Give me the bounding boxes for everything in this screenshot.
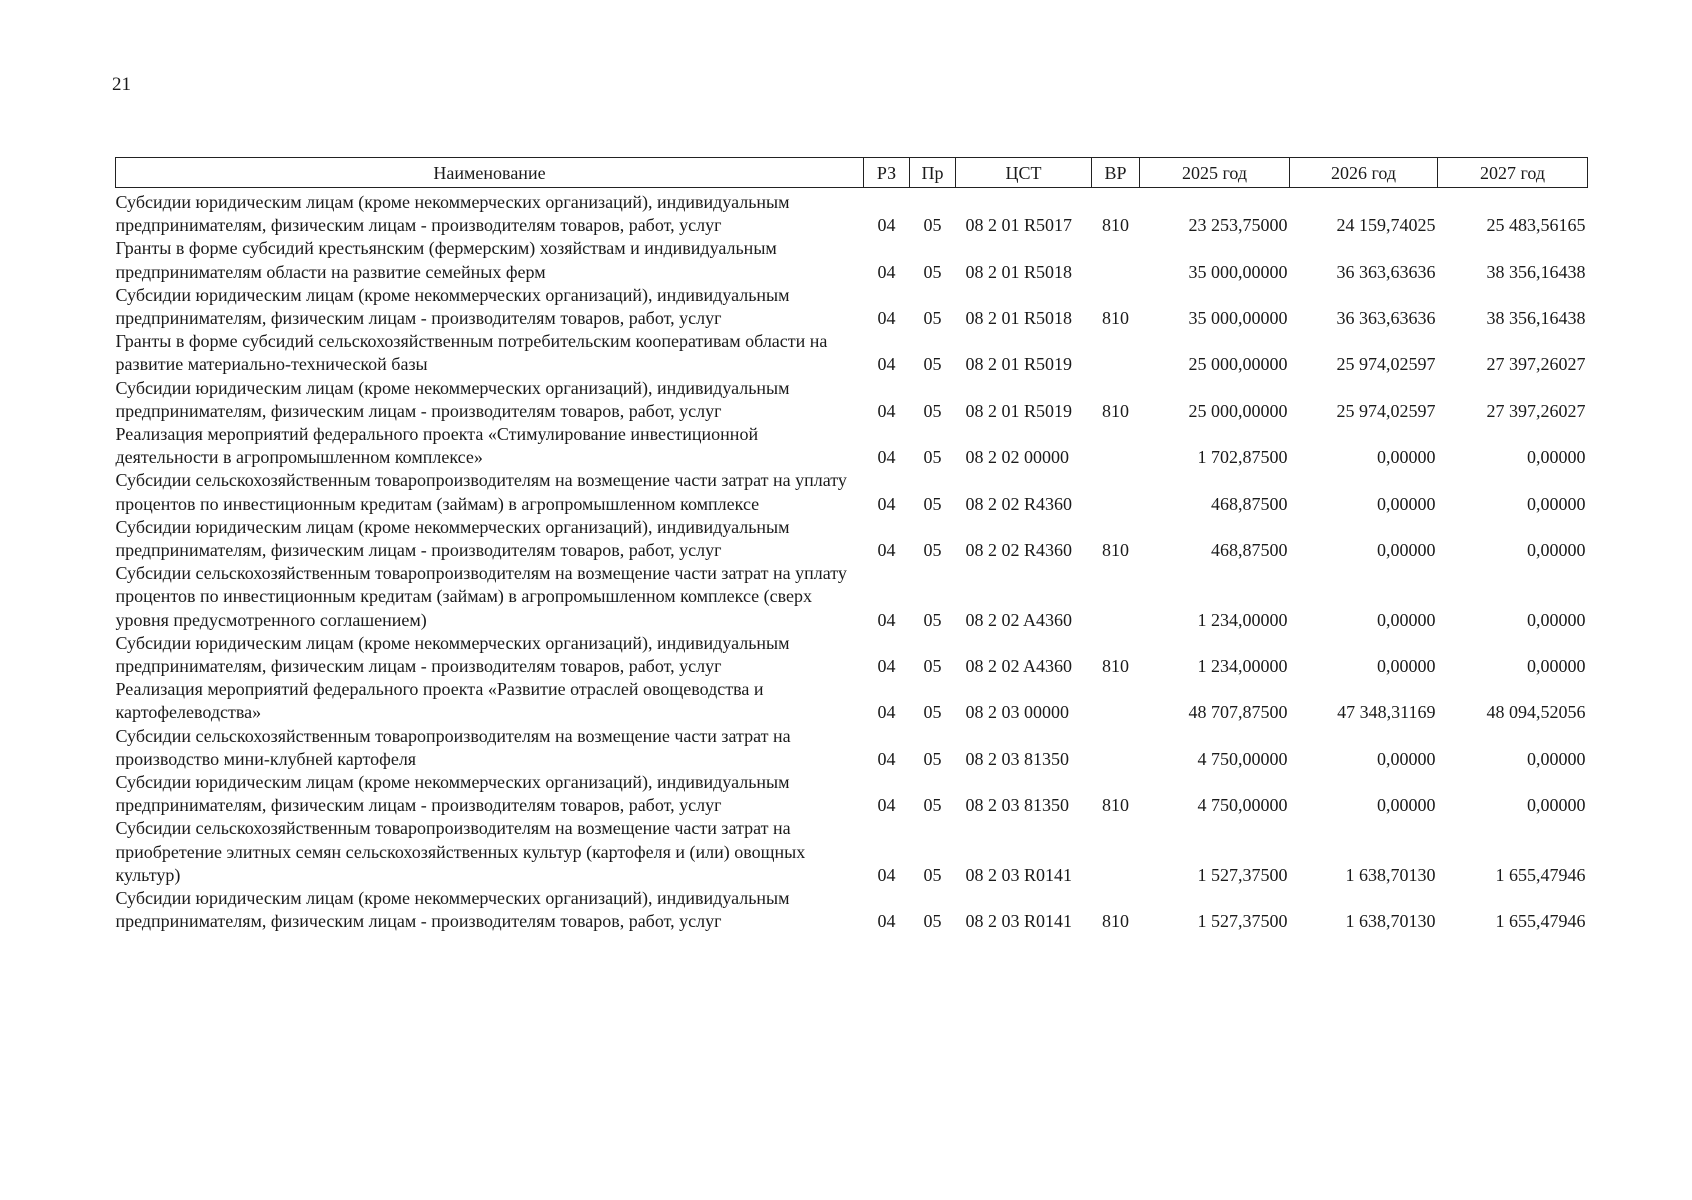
row-rz: 04 <box>877 609 896 630</box>
row-cst: 08 2 03 81350 <box>965 795 1069 816</box>
row-2025: 1 234,00000 <box>1197 609 1288 630</box>
row-2027: 0,00000 <box>1527 540 1586 561</box>
row-vr <box>1092 817 1140 887</box>
row-pr: 05 <box>923 493 942 514</box>
row-cst: 08 2 01 R5019 <box>965 354 1073 375</box>
row-pr: 05 <box>923 864 942 885</box>
row-2026: 0,00000 <box>1377 748 1436 769</box>
row-rz: 04 <box>877 354 896 375</box>
row-pr: 05 <box>923 447 942 468</box>
table-row <box>116 284 1588 330</box>
row-rz: 04 <box>877 261 896 282</box>
row-name: Гранты в форме субсидий сельскохозяйственным потребительским кооперативам области на развитие материально-технической базы <box>115 331 828 375</box>
row-pr: 05 <box>923 540 942 561</box>
row-2027: 1 655,47946 <box>1495 911 1586 932</box>
row-cst: 08 2 03 R0141 <box>965 911 1073 932</box>
row-2025: 1 527,37500 <box>1197 911 1288 932</box>
row-2026: 24 159,74025 <box>1336 215 1436 236</box>
row-cst: 08 2 02 00000 <box>965 447 1069 468</box>
row-rz: 04 <box>877 540 896 561</box>
row-2027: 0,00000 <box>1527 609 1586 630</box>
table-row <box>116 191 1588 237</box>
table-row <box>116 330 1588 376</box>
row-2027: 27 397,26027 <box>1486 354 1586 375</box>
row-rz: 04 <box>877 748 896 769</box>
table-row <box>116 678 1588 724</box>
row-2025: 25 000,00000 <box>1188 354 1288 375</box>
row-rz: 04 <box>877 493 896 514</box>
row-vr <box>1092 562 1140 632</box>
row-vr <box>1092 469 1140 515</box>
row-2027: 1 655,47946 <box>1495 864 1586 885</box>
table-row <box>116 632 1588 678</box>
row-2025: 468,87500 <box>1211 493 1288 514</box>
row-vr <box>1092 678 1140 724</box>
header-2025: 2025 год <box>1140 158 1290 188</box>
row-2027: 0,00000 <box>1527 447 1586 468</box>
row-rz: 04 <box>877 400 896 421</box>
row-pr: 05 <box>923 400 942 421</box>
table-body <box>116 188 1588 934</box>
row-2025: 4 750,00000 <box>1197 795 1288 816</box>
row-2026: 25 974,02597 <box>1336 400 1436 421</box>
row-2026: 0,00000 <box>1377 795 1436 816</box>
row-name: Субсидии юридическим лицам (кроме некоммерческих организаций), индивидуальным предпринимателям, физическим лицам - производителям товаров, работ, услуг <box>115 377 790 421</box>
row-2027: 38 356,16438 <box>1486 261 1586 282</box>
row-2027: 48 094,52056 <box>1486 702 1586 723</box>
row-pr: 05 <box>923 748 942 769</box>
row-vr: 810 <box>1102 795 1129 816</box>
row-2025: 468,87500 <box>1211 540 1288 561</box>
row-name: Реализация мероприятий федерального проекта «Развитие отраслей овощеводства и картофелеводства» <box>115 679 764 723</box>
row-pr: 05 <box>923 795 942 816</box>
row-vr: 810 <box>1102 540 1129 561</box>
row-2026: 0,00000 <box>1377 609 1436 630</box>
budget-table <box>115 157 1588 934</box>
row-2027: 25 483,56165 <box>1486 215 1586 236</box>
row-2026: 1 638,70130 <box>1345 911 1436 932</box>
header-2027: 2027 год <box>1438 158 1588 188</box>
row-2026: 36 363,63636 <box>1336 308 1436 329</box>
row-cst: 08 2 03 00000 <box>965 702 1069 723</box>
row-rz: 04 <box>877 447 896 468</box>
row-cst: 08 2 02 R4360 <box>965 493 1073 514</box>
row-2026: 36 363,63636 <box>1336 261 1436 282</box>
row-cst: 08 2 02 A4360 <box>965 656 1073 677</box>
row-name: Субсидии юридическим лицам (кроме некоммерческих организаций), индивидуальным предпринимателям, физическим лицам - производителям товаров, работ, услуг <box>115 516 790 561</box>
row-name: Субсидии сельскохозяйственным товаропроизводителям на возмещение части затрат на приобретение элитных семян сельскохозяйственных культур (картофеля и (или) овощных культур) <box>115 818 806 885</box>
row-vr: 810 <box>1102 215 1129 236</box>
header-2026: 2026 год <box>1290 158 1438 188</box>
row-pr: 05 <box>923 215 942 236</box>
row-name: Реализация мероприятий федерального проекта «Стимулирование инвестиционной деятельности в агропромышленном комплексе» <box>115 424 759 468</box>
row-cst: 08 2 01 R5017 <box>965 215 1073 236</box>
row-rz: 04 <box>877 864 896 885</box>
row-pr: 05 <box>923 308 942 329</box>
row-2025: 4 750,00000 <box>1197 748 1288 769</box>
row-2027: 0,00000 <box>1527 795 1586 816</box>
row-2026: 0,00000 <box>1377 540 1436 561</box>
table-row <box>116 423 1588 469</box>
row-vr: 810 <box>1102 308 1129 329</box>
row-cst: 08 2 02 R4360 <box>965 540 1073 561</box>
row-name: Субсидии юридическим лицам (кроме некоммерческих организаций), индивидуальным предпринимателям, физическим лицам - производителям товаров, работ, услуг <box>115 772 790 816</box>
row-2025: 1 527,37500 <box>1197 864 1288 885</box>
row-vr <box>1092 423 1140 469</box>
row-2027: 27 397,26027 <box>1486 400 1586 421</box>
row-name: Субсидии юридическим лицам (кроме некоммерческих организаций), индивидуальным предпринимателям, физическим лицам - производителям товаров, работ, услуг <box>115 284 790 329</box>
row-name: Субсидии сельскохозяйственным товаропроизводителям на возмещение части затрат на уплату процентов по инвестиционным кредитам (займам) в агропромышленном комплексе (сверх уровня предусмотренного соглашением) <box>115 563 847 630</box>
row-2027: 38 356,16438 <box>1486 308 1586 329</box>
row-2025: 25 000,00000 <box>1188 400 1288 421</box>
row-2027: 0,00000 <box>1527 748 1586 769</box>
row-2026: 1 638,70130 <box>1345 864 1436 885</box>
row-vr <box>1092 237 1140 283</box>
row-2025: 1 234,00000 <box>1197 656 1288 677</box>
row-cst: 08 2 01 R5018 <box>965 308 1073 329</box>
row-2025: 35 000,00000 <box>1188 261 1288 282</box>
table-row <box>116 725 1588 771</box>
row-cst: 08 2 01 R5018 <box>965 261 1073 282</box>
row-vr <box>1092 330 1140 376</box>
row-name: Субсидии юридическим лицам (кроме некоммерческих организаций), индивидуальным предпринимателям, физическим лицам - производителям товаров, работ, услуг <box>115 192 790 236</box>
row-2027: 0,00000 <box>1527 656 1586 677</box>
page-number: 21 <box>112 74 131 95</box>
row-cst: 08 2 03 R0141 <box>965 864 1073 885</box>
row-name: Субсидии юридическим лицам (кроме некоммерческих организаций), индивидуальным предпринимателям, физическим лицам - производителям товаров, работ, услуг <box>115 632 790 677</box>
table-row <box>116 562 1588 632</box>
row-name: Субсидии сельскохозяйственным товаропроизводителям на возмещение части затрат на уплату процентов по инвестиционным кредитам (займам) в агропромышленном комплексе <box>115 470 847 514</box>
row-vr <box>1092 725 1140 771</box>
row-2026: 0,00000 <box>1377 493 1436 514</box>
row-2027: 0,00000 <box>1527 493 1586 514</box>
row-name: Гранты в форме субсидий крестьянским (фермерским) хозяйствам и индивидуальным предпринимателям области на развитие семейных ферм <box>115 238 777 282</box>
row-2026: 0,00000 <box>1377 656 1436 677</box>
row-2025: 1 702,87500 <box>1197 447 1288 468</box>
row-rz: 04 <box>877 795 896 816</box>
row-pr: 05 <box>923 354 942 375</box>
header-cst: ЦСТ <box>956 158 1092 188</box>
row-rz: 04 <box>877 911 896 932</box>
header-rz: РЗ <box>864 158 910 188</box>
table-header <box>116 158 1588 188</box>
table-row <box>116 469 1588 515</box>
row-pr: 05 <box>923 911 942 932</box>
row-cst: 08 2 01 R5019 <box>965 400 1073 421</box>
row-rz: 04 <box>877 308 896 329</box>
row-2025: 48 707,87500 <box>1188 702 1288 723</box>
row-2025: 35 000,00000 <box>1188 308 1288 329</box>
row-name: Субсидии сельскохозяйственным товаропроизводителям на возмещение части затрат на производство мини-клубней картофеля <box>115 725 791 769</box>
row-vr: 810 <box>1102 911 1129 932</box>
row-vr: 810 <box>1102 656 1129 677</box>
row-2026: 0,00000 <box>1377 447 1436 468</box>
table-row <box>116 237 1588 283</box>
header-name: Наименование <box>116 158 864 188</box>
row-name: Субсидии юридическим лицам (кроме некоммерческих организаций), индивидуальным предпринимателям, физическим лицам - производителям товаров, работ, услуг <box>115 888 790 932</box>
row-2026: 47 348,31169 <box>1337 702 1436 723</box>
row-pr: 05 <box>923 261 942 282</box>
row-2026: 25 974,02597 <box>1336 354 1436 375</box>
header-vr: ВР <box>1092 158 1140 188</box>
table-row <box>116 887 1588 933</box>
row-2025: 23 253,75000 <box>1188 215 1288 236</box>
table-row <box>116 516 1588 562</box>
row-pr: 05 <box>923 702 942 723</box>
row-rz: 04 <box>877 702 896 723</box>
header-pr: Пр <box>910 158 956 188</box>
row-vr: 810 <box>1102 400 1129 421</box>
row-pr: 05 <box>923 609 942 630</box>
row-rz: 04 <box>877 656 896 677</box>
row-cst: 08 2 03 81350 <box>965 748 1069 769</box>
row-cst: 08 2 02 A4360 <box>965 609 1073 630</box>
row-rz: 04 <box>877 215 896 236</box>
table-row <box>116 771 1588 817</box>
row-pr: 05 <box>923 656 942 677</box>
table-row <box>116 377 1588 423</box>
table-row <box>116 817 1588 887</box>
